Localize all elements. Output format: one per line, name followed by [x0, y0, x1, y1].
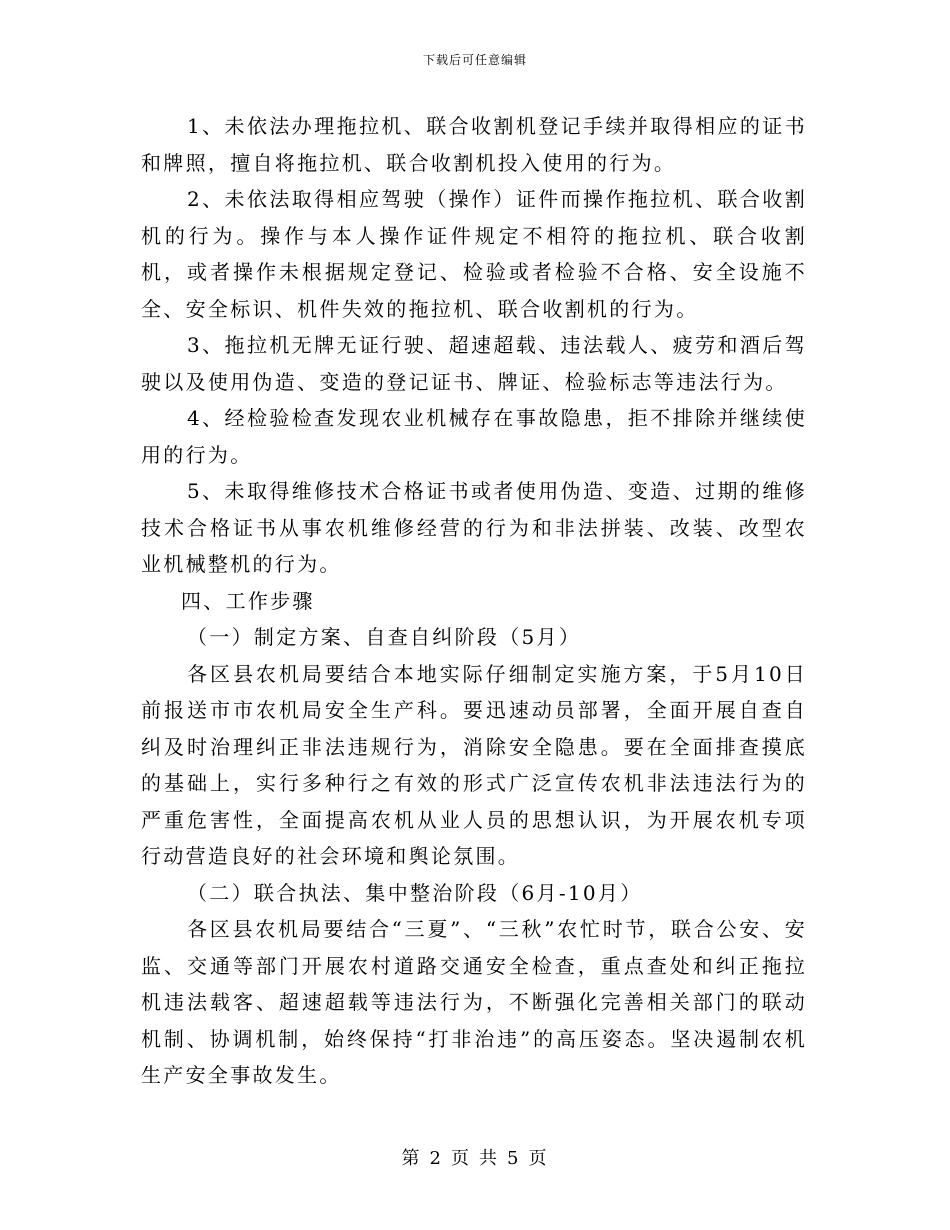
- paragraph-item-3: 3、拖拉机无牌无证行驶、超速超载、违法载人、疲劳和酒后驾驶以及使用伪造、变造的登记证书、牌证、检验标志等违法行为。: [141, 333, 807, 394]
- paragraph-item-4: 4、经检验检查发现农业机械存在事故隐患，拒不排除并继续使用的行为。: [141, 406, 807, 467]
- footer-current-page: 2: [429, 1148, 443, 1169]
- footer-suffix: 页: [528, 1148, 549, 1169]
- paragraph-stage-2: 各区县农机局要结合“三夏”、“三秋”农忙时节，联合公安、安监、交通等部门开展农村道路交通安全检查，重点查处和纠正拖拉机违法载客、超速超载等违法行为，不断强化完善相关部门的联动机制、协调机制，始终保持“打非治违”的高压姿态。坚决遏制农机生产安全事故发生。: [141, 917, 807, 1087]
- footer-total-pages: 5: [507, 1148, 521, 1169]
- paragraph-item-5: 5、未取得维修技术合格证书或者使用伪造、变造、过期的维修技术合格证书从事农机维修经营的行为和非法拼装、改装、改型农业机械整机的行为。: [141, 479, 807, 576]
- subheading-stage-1: （一）制定方案、自查自纠阶段（5月）: [187, 625, 582, 649]
- section-heading-work-steps: 四、工作步骤: [181, 588, 315, 613]
- paragraph-item-1: 1、未依法办理拖拉机、联合收割机登记手续并取得相应的证书和牌照，擅自将拖拉机、联合收割机投入使用的行为。: [141, 114, 807, 175]
- paragraph-stage-1: 各区县农机局要结合本地实际仔细制定实施方案，于5月10日前报送市市农机局安全生产科。要迅速动员部署，全面开展自查自纠及时治理纠正非法违规行为，消除安全隐患。要在全面排查摸底的基础上，实行多种行之有效的形式广泛宣传农机非法违法行为的严重危害性，全面提高农机从业人员的思想认识，为开展农机专项行动营造良好的社会环境和舆论氛围。: [141, 661, 807, 868]
- paragraph-item-2: 2、未依法取得相应驾驶（操作）证件而操作拖拉机、联合收割机的行为。操作与本人操作证件规定不相符的拖拉机、联合收割机，或者操作未根据规定登记、检验或者检验不合格、安全设施不全、安全标识、机件失效的拖拉机、联合收割机的行为。: [141, 187, 807, 321]
- header-note: 下载后可任意编辑: [422, 53, 527, 67]
- page-footer: [0, 1147, 950, 1171]
- footer-prefix: 第: [401, 1148, 422, 1169]
- footer-page-word: 页: [451, 1148, 471, 1169]
- document-body: [141, 108, 807, 1094]
- footer-total-word: 共: [479, 1148, 499, 1169]
- subheading-stage-2: （二）联合执法、集中整治阶段（6月-10月）: [187, 880, 643, 905]
